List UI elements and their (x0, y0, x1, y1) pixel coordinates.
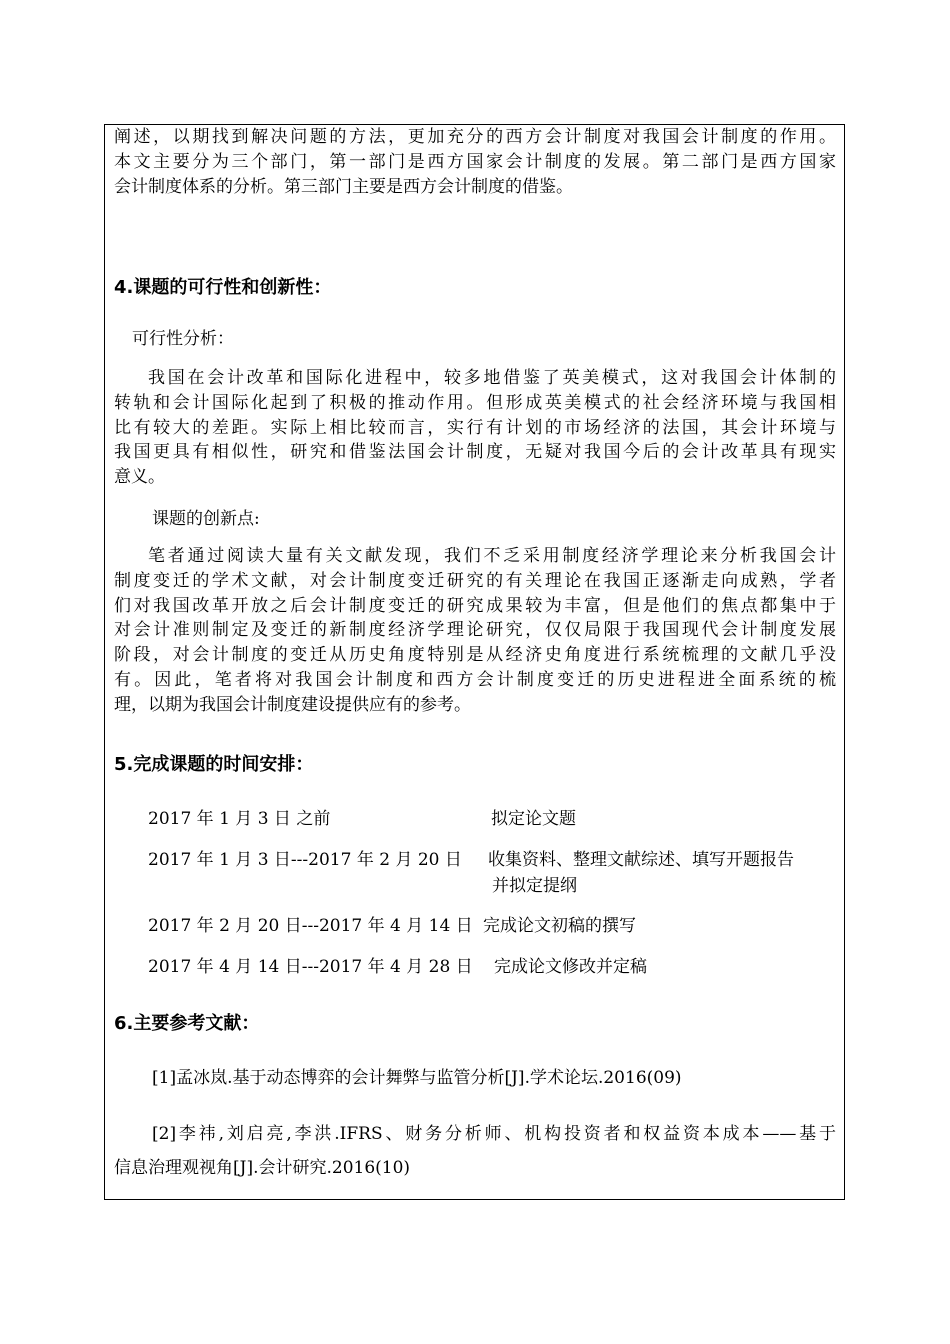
feasibility-line: 转轨和会计国际化起到了积极的推动作用。但形成英美模式的社会经济环境与我国相 (114, 392, 836, 413)
schedule-task: 收集资料、整理文献综述、填写开题报告 (488, 850, 794, 870)
feasibility-line: 比有较大的差距。实际上相比较而言，实行有计划的市场经济的法国，其会计环境与 (114, 417, 836, 438)
schedule-period: 2017 年 1 月 3 日---2017 年 2 月 20 日 (148, 850, 462, 870)
schedule-task: 拟定论文题 (491, 809, 576, 829)
reference-item-2 (114, 1117, 836, 1185)
innovation-line: 们对我国改革开放之后会计制度变迁的研究成果较为丰富，但是他们的焦点都集中于 (114, 595, 836, 616)
innovation-line: 理，以期为我国会计制度建设提供应有的参考。 (114, 694, 471, 715)
innovation-line: 阶段，对会计制度的变迁从历史角度特别是从经济史角度进行系统梳理的文献几乎没 (114, 645, 836, 666)
intro-line: 会计制度体系的分析。第三部门主要是西方会计制度的借鉴。 (114, 176, 573, 197)
reference-line: 信息治理观视角[J].会计研究.2016(10) (114, 1158, 411, 1178)
schedule-task-continued: 并拟定提纲 (492, 876, 577, 896)
schedule-period: 2017 年 4 月 14 日---2017 年 4 月 28 日 (148, 957, 473, 977)
innovation-label: 课题的创新点: (152, 509, 260, 529)
schedule-period: 2017 年 2 月 20 日---2017 年 4 月 14 日 (148, 916, 473, 936)
feasibility-paragraph (114, 366, 836, 490)
schedule-task: 完成论文初稿的撰写 (483, 916, 636, 936)
reference-item: [1]孟冰岚.基于动态博弈的会计舞弊与监管分析[J].学术论坛.2016(09) (152, 1068, 682, 1088)
feasibility-line: 意义。 (114, 467, 165, 488)
schedule-period: 2017 年 1 月 3 日 之前 (148, 809, 331, 829)
document-frame (104, 124, 845, 1200)
feasibility-label: 可行性分析： (132, 329, 234, 349)
intro-line: 本文主要分为三个部门，第一部门是西方国家会计制度的发展。第二部门是西方国家 (114, 151, 836, 172)
innovation-line: 有。因此，笔者将对我国会计制度和西方会计制度变迁的历史进程进全面系统的梳 (114, 669, 836, 690)
innovation-line: 制度变迁的学术文献，对会计制度变迁研究的有关理论在我国正逐渐走向成熟，学者 (114, 570, 836, 591)
section4-heading: 4.课题的可行性和创新性： (114, 277, 332, 298)
innovation-line: 对会计准则制定及变迁的新制度经济学理论研究，仅仅局限于我国现代会计制度发展 (114, 620, 836, 641)
schedule-task: 完成论文修改并定稿 (494, 957, 647, 977)
feasibility-line: 我国在会计改革和国际化进程中，较多地借鉴了英美模式，这对我国会计体制的 (148, 368, 836, 388)
innovation-line: 笔者通过阅读大量有关文献发现，我们不乏采用制度经济学理论来分析我国会计 (148, 546, 836, 566)
section6-heading: 6.主要参考文献： (114, 1013, 260, 1034)
reference-line: [2]李祎,刘启亮,李洪.IFRS、财务分析师、机构投资者和权益资本成本——基于 (152, 1124, 836, 1144)
innovation-paragraph (114, 544, 836, 718)
intro-paragraph (114, 125, 836, 199)
intro-line: 阐述，以期找到解决问题的方法，更加充分的西方会计制度对我国会计制度的作用。 (114, 127, 836, 147)
section5-heading: 5.完成课题的时间安排： (114, 754, 314, 775)
feasibility-line: 我国更具有相似性，研究和借鉴法国会计制度，无疑对我国今后的会计改革具有现实 (114, 442, 836, 463)
